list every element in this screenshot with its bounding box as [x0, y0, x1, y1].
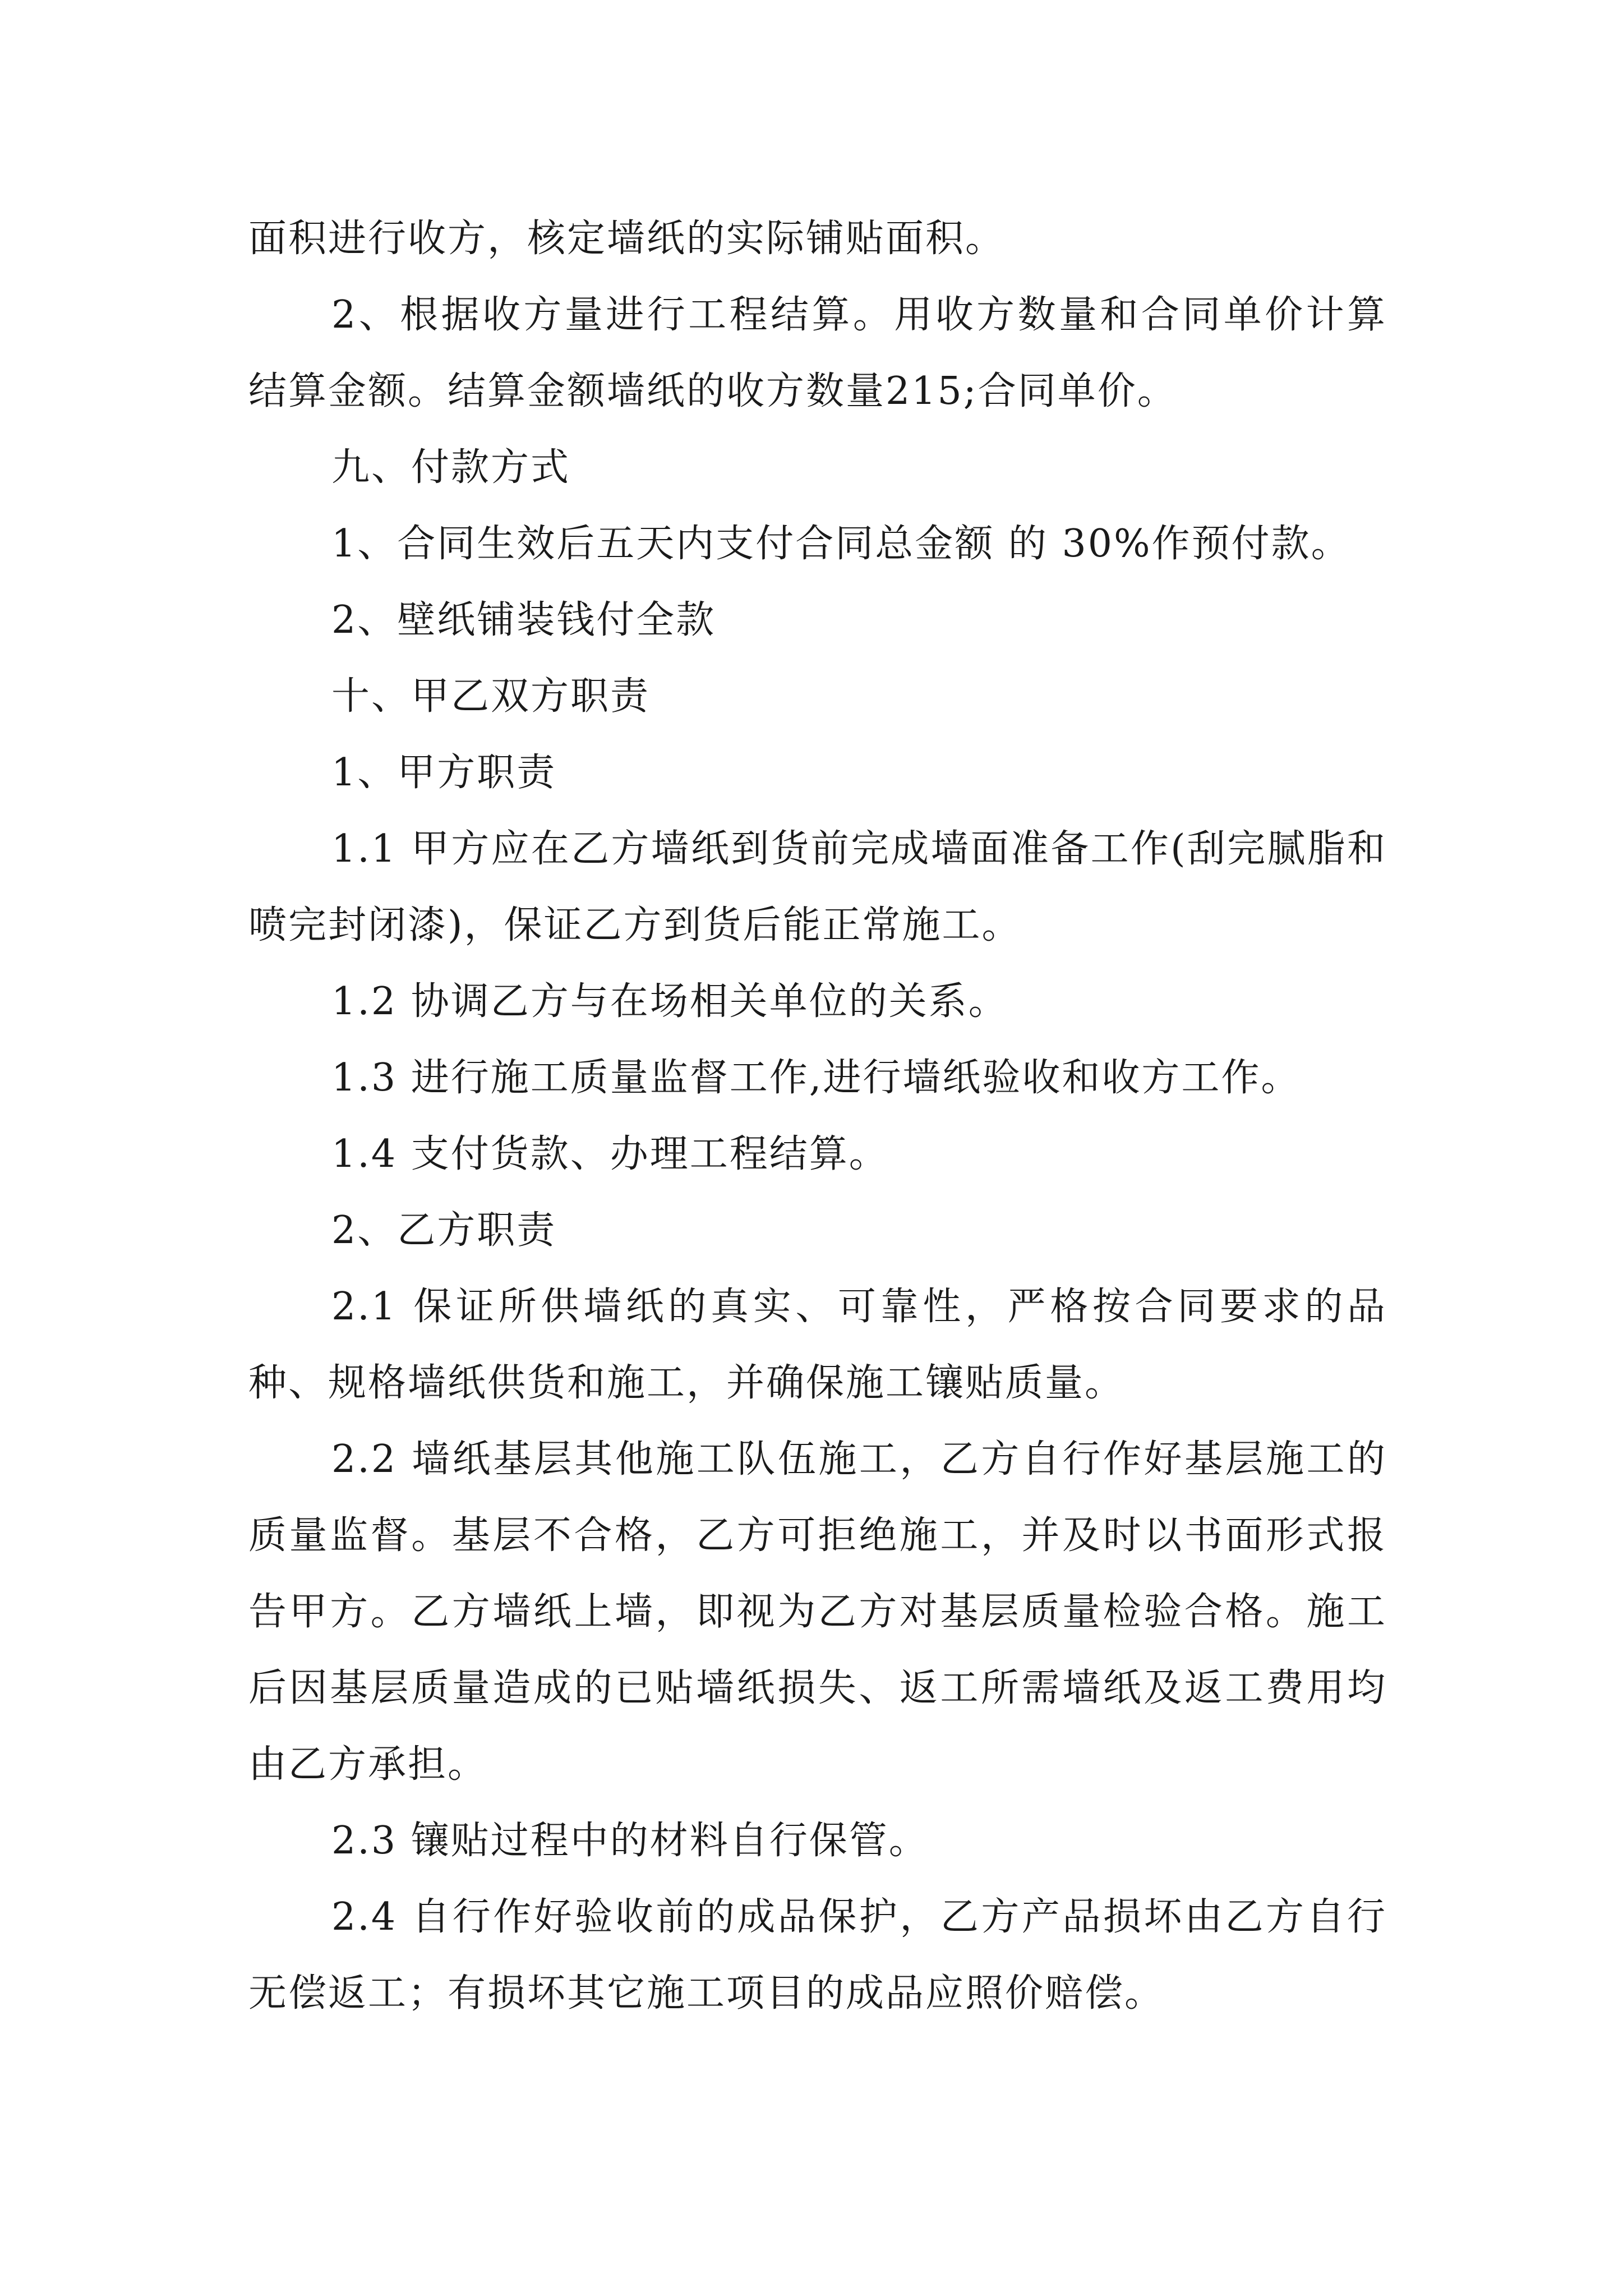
paragraph: 2.3 镶贴过程中的材料自行保管。	[331, 1819, 929, 1863]
subsection-heading: 1、甲方职责	[331, 751, 557, 795]
paragraph: 2、根据收方量进行工程结算。用收方数量和合同单价计算结算金额。结算金额墙纸的收方数量215;合同单价。	[248, 293, 1387, 413]
paragraph: 1.1 甲方应在乙方墙纸到货前完成墙面准备工作(刮完腻脂和喷完封闭漆)，保证乙方到货后能正常施工。	[248, 827, 1387, 947]
paragraph: 2.1 保证所供墙纸的真实、可靠性，严格按合同要求的品种、规格墙纸供货和施工，并确保施工镶贴质量。	[248, 1285, 1387, 1405]
subsection-heading: 2、乙方职责	[331, 1208, 557, 1253]
paragraph: 1.4 支付货款、办理工程结算。	[331, 1132, 889, 1176]
paragraph: 2、壁纸铺装钱付全款	[331, 598, 716, 642]
paragraph: 1.2 协调乙方与在场相关单位的关系。	[331, 979, 1008, 1024]
paragraph: 面积进行收方，核定墙纸的实际铺贴面积。	[248, 217, 1006, 261]
paragraph: 1.3 进行施工质量监督工作,进行墙纸验收和收方工作。	[331, 1056, 1301, 1100]
document-body	[248, 201, 1387, 2032]
paragraph: 2.4 自行作好验收前的成品保护，乙方产品损坏由乙方自行无偿返工；有损坏其它施工项目的成品应照价赔偿。	[248, 1895, 1387, 2016]
paragraph: 2.2 墙纸基层其他施工队伍施工，乙方自行作好基层施工的质量监督。基层不合格，乙方可拒绝施工，并及时以书面形式报告甲方。乙方墙纸上墙，即视为乙方对基层质量检验合格。施工后因基层质量造成的已贴墙纸损失、返工所需墙纸及返工费用均由乙方承担。	[248, 1437, 1387, 1787]
paragraph: 1、合同生效后五天内支付合同总金额 的 30%作预付款。	[331, 522, 1351, 566]
section-heading: 九、付款方式	[331, 445, 571, 490]
section-heading: 十、甲乙双方职责	[331, 674, 651, 719]
